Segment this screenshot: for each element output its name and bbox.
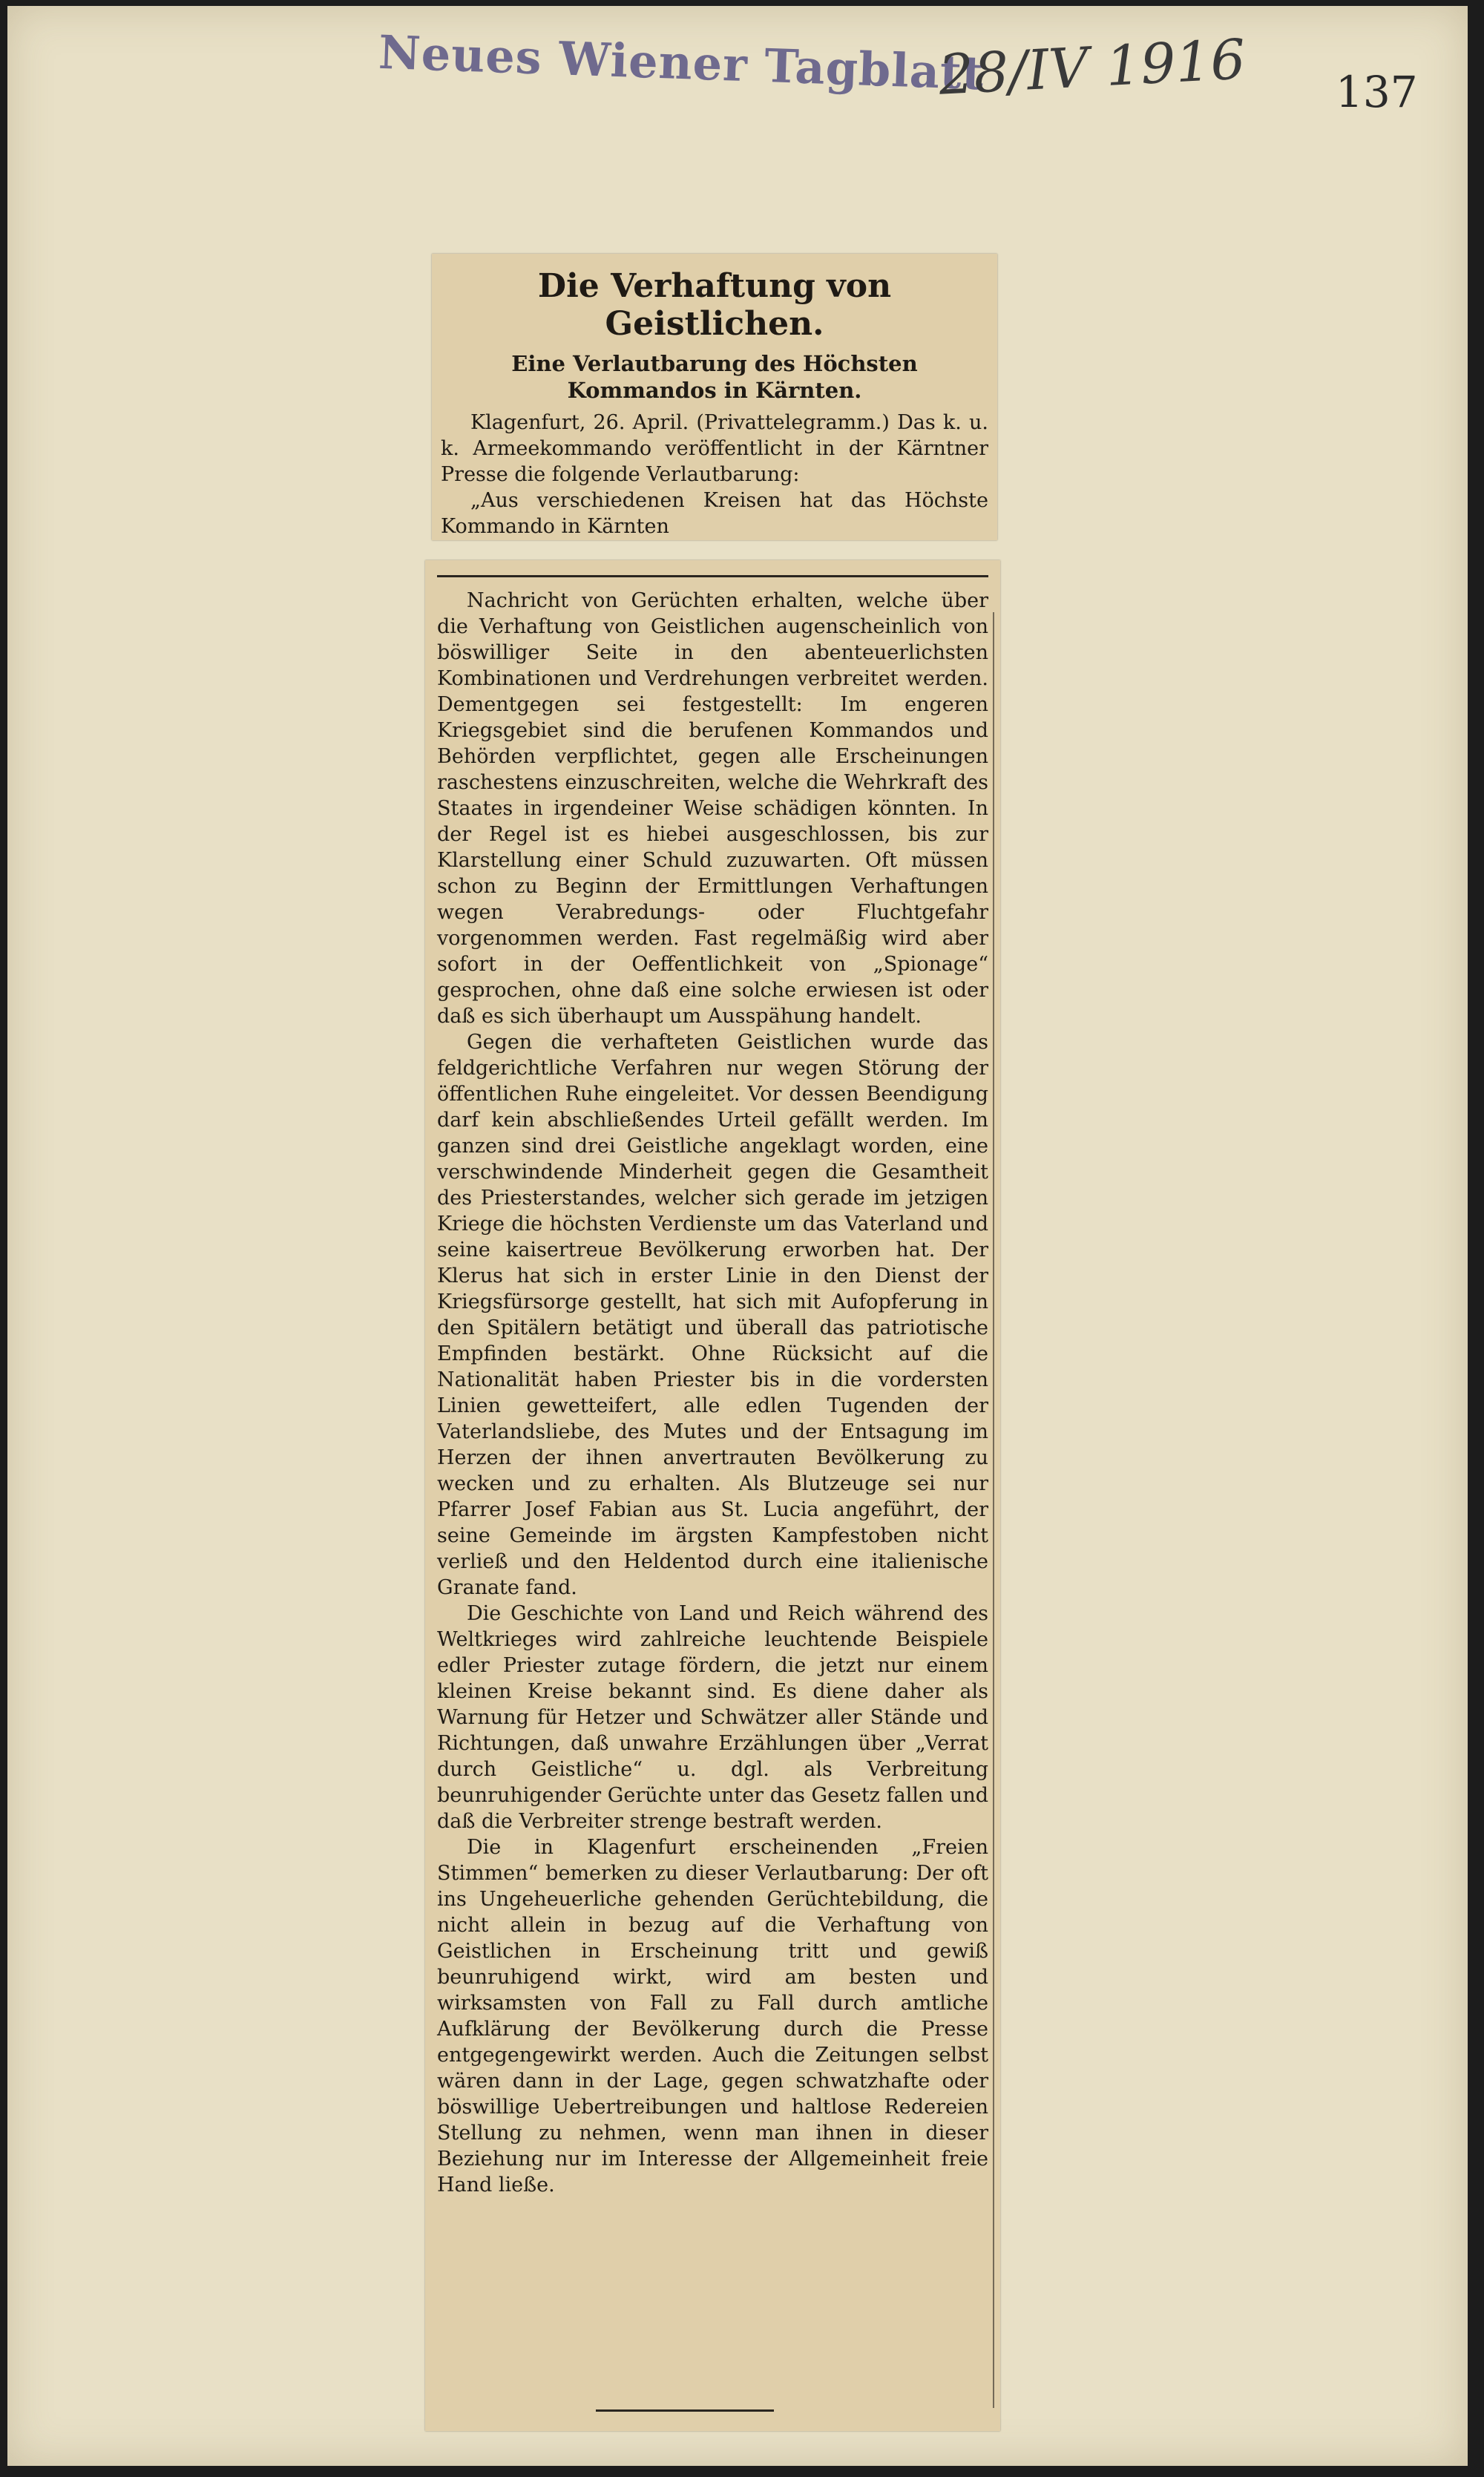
archive-sheet	[7, 6, 1468, 2466]
article-body	[437, 588, 988, 2198]
handwritten-date: 28/IV 1916	[937, 27, 1247, 108]
paragraph-3: Die Geschichte von Land und Reich während des Weltkrieges wird zahlreiche leuchtende Beispiele edler Priester zutage fördern, die jetzt nur einem kleinen Kreise bekannt sind. Es diene daher als Warnung für Hetzer und Schwätzer aller Stände und Richtungen, daß unwahre Erzählungen über „Verrat durch Geistliche“ u. dgl. als Verbreitung beunruhigender Gerüchte unter das Gesetz fallen und daß die Verbreiter strenge bestraft werden.	[437, 1602, 988, 1833]
page-number: 137	[1336, 67, 1418, 117]
margin-pencil-line	[993, 612, 994, 2408]
clipping-header	[432, 254, 997, 540]
article-headline: Die Verhaftung von Geistlichen.	[537, 267, 892, 343]
intro-text: Klagenfurt, 26. April. (Privattelegramm.) Das k. u. k. Armeekommando veröffentlicht in der Kärntner Presse die folgende Verlautbarung:	[441, 411, 988, 486]
quote-start: „Aus verschiedenen Kreisen hat das Höchste Kommando in Kärnten	[441, 489, 988, 538]
article-intro	[441, 410, 988, 539]
newspaper-stamp: Neues Wiener Tagblatt	[377, 24, 985, 101]
paragraph-4: Die in Klagenfurt erscheinenden „Freien Stimmen“ bemerken zu dieser Verlautbarung: Der oft ins Ungeheuerliche gehenden Gerüchtebildung, die nicht allein in bezug auf die Verhaftung von Geistlichen in Erscheinung tritt und gewiß beunruhigend wirkt, wird am besten und wirksamsten von Fall zu Fall durch amtliche Aufklärung der Bevölkerung durch die Presse entgegengewirkt werden. Auch die Zeitungen selbst wären dann in der Lage, gegen schwatzhafte oder böswillige Uebertreibungen und haltlose Redereien Stellung zu nehmen, wenn man ihnen in dieser Beziehung nur im Interesse der Allgemeinheit freie Hand ließe.	[437, 1836, 988, 2197]
clipping-body	[425, 560, 1000, 2431]
column-rule	[437, 575, 988, 577]
end-rule	[596, 2409, 774, 2412]
paragraph-1: Nachricht von Gerüchten erhalten, welche über die Verhaftung von Geistlichen augenscheinlich von böswilliger Seite in den abenteuerlichsten Kombinationen und Verdrehungen verbreitet werden. Dementgegen sei festgestellt: Im engeren Kriegsgebiet sind die berufenen Kommandos und Behörden verpflichtet, gegen alle Erscheinungen raschestens einzuschreiten, welche die Wehrkraft des Staates in irgendeiner Weise schädigen könnten. In der Regel ist es hiebei ausgeschlossen, bis zur Klarstellung einer Schuld zuzuwarten. Oft müssen schon zu Beginn der Ermittlungen Verhaftungen wegen Verabredungs- oder Fluchtgefahr vorgenommen werden. Fast regelmäßig wird aber sofort in der Oeffentlichkeit von „Spionage“ gesprochen, ohne daß eine solche erwiesen ist oder daß es sich überhaupt um Ausspähung handelt.	[437, 589, 988, 1028]
article-subheadline: Eine Verlautbarung des Höchsten Kommandos in Kärnten.	[511, 351, 918, 403]
paragraph-2: Gegen die verhafteten Geistlichen wurde das feldgerichtliche Verfahren nur wegen Störung der öffentlichen Ruhe eingeleitet. Vor dessen Beendigung darf kein abschließendes Urteil gefällt werden. Im ganzen sind drei Geistliche angeklagt worden, eine verschwindende Minderheit gegen die Gesamtheit des Priesterstandes, welcher sich gerade im jetzigen Kriege die höchsten Verdienste um das Vaterland und seine kaisertreue Bevölkerung erworben hat. Der Klerus hat sich in erster Linie in den Dienst der Kriegsfürsorge gestellt, hat sich mit Aufopferung in den Spitälern betätigt und überall das patriotische Empfinden bestärkt. Ohne Rücksicht auf die Nationalität haben Priester bis in die vordersten Linien gewetteifert, alle edlen Tugenden der Vaterlandsliebe, des Mutes und der Entsagung im Herzen der ihnen anvertrauten Bevölkerung zu wecken und zu erhalten. Als Blutzeuge sei nur Pfarrer Josef Fabian aus St. Lucia angeführt, der seine Gemeinde im ärgsten Kampfestoben nicht verließ und den Heldentod durch eine italienische Granate fand.	[437, 1031, 988, 1599]
